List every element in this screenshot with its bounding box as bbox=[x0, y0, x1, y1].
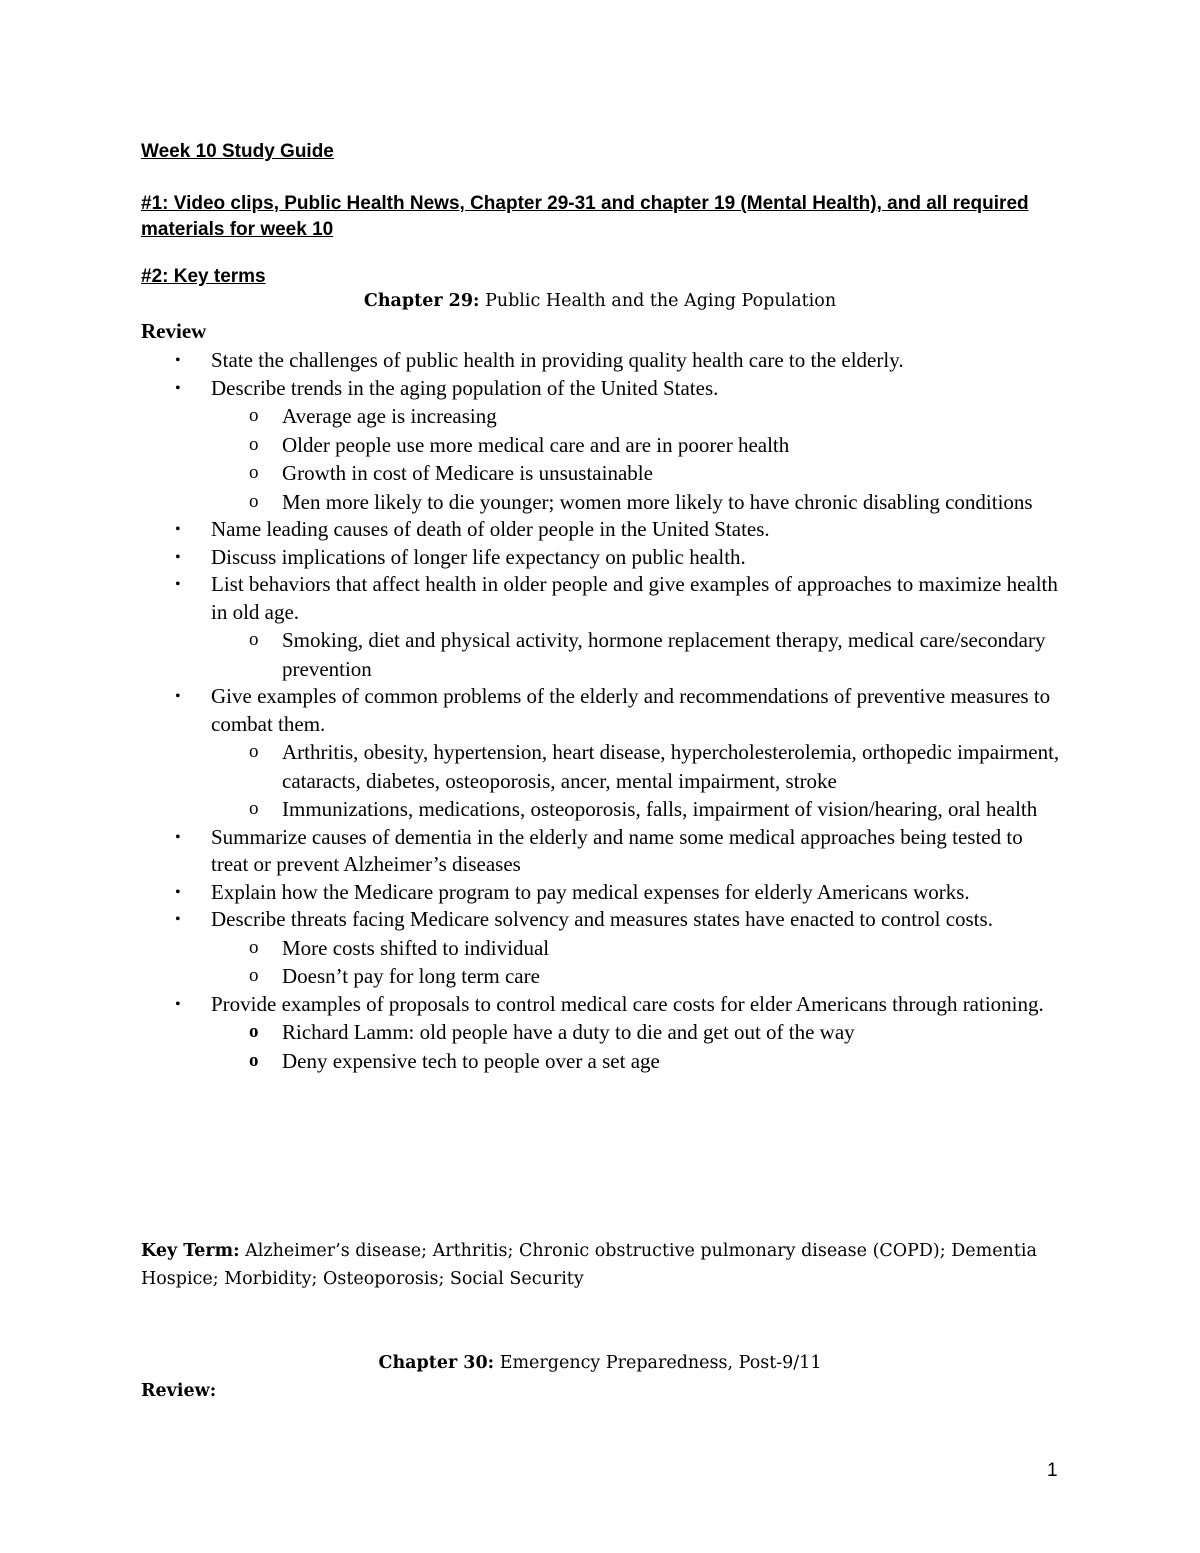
sub-item-text: Arthritis, obesity, hypertension, heart disease, hypercholesterolemia, orthopedic impairment, cataracts, diabetes, osteoporosis, ancer, mental impairment, stroke bbox=[282, 740, 1060, 793]
sub-marker: o bbox=[249, 1021, 259, 1042]
sub-list-item bbox=[141, 488, 1061, 517]
chapter-29-heading bbox=[0, 291, 1200, 311]
document-title: Week 10 Study Guide bbox=[141, 141, 334, 162]
sub-list-item bbox=[141, 738, 1061, 795]
sub-marker: o bbox=[249, 798, 259, 819]
bullet-marker: • bbox=[175, 379, 181, 397]
review-item-text: Describe threats facing Medicare solvency and measures states have enacted to control costs. bbox=[211, 907, 993, 931]
key-term-paragraph bbox=[141, 1237, 1071, 1293]
sub-marker: o bbox=[249, 405, 259, 426]
sub-marker: o bbox=[249, 1049, 259, 1071]
sub-item-text: Smoking, diet and physical activity, hormone replacement therapy, medical care/secondary prevention bbox=[282, 628, 1046, 681]
sub-marker: o bbox=[249, 490, 259, 512]
chapter-30-title: Emergency Preparedness, Post-9/11 bbox=[499, 1353, 822, 1373]
review-bullet-item bbox=[141, 906, 1061, 991]
sub-list-item bbox=[141, 795, 1061, 824]
sub-list-item bbox=[141, 459, 1061, 488]
bullet-marker: • bbox=[175, 521, 181, 538]
bullet-marker: • bbox=[175, 995, 181, 1013]
bullet-marker: • bbox=[175, 911, 181, 928]
sub-marker: o bbox=[249, 433, 259, 455]
sub-item-text: Growth in cost of Medicare is unsustainable bbox=[282, 461, 653, 485]
page-number: 1 bbox=[1047, 1460, 1058, 1481]
sub-marker: o bbox=[249, 629, 259, 650]
sub-list-item bbox=[141, 1018, 1061, 1047]
sub-list bbox=[211, 626, 1061, 683]
review-bullet-item bbox=[141, 683, 1061, 824]
bullet-marker: • bbox=[175, 548, 181, 566]
bullet-marker: • bbox=[175, 883, 181, 901]
review-bullet-item bbox=[141, 544, 1061, 572]
review-label-2: Review: bbox=[141, 1381, 217, 1401]
sub-item-text: More costs shifted to individual bbox=[282, 935, 550, 960]
sub-item-text: Doesn’t pay for long term care bbox=[282, 964, 540, 988]
sub-list-item bbox=[141, 431, 1061, 460]
review-item-text: Provide examples of proposals to control medical care costs for elder Americans through rationing. bbox=[211, 991, 1044, 1016]
key-term-label: Key Term: bbox=[141, 1241, 240, 1261]
sub-list-item bbox=[141, 1047, 1061, 1076]
bullet-marker: • bbox=[175, 688, 181, 705]
review-bullet-item bbox=[141, 347, 1061, 375]
chapter-29-title: Public Health and the Aging Population bbox=[485, 291, 837, 311]
review-item-text: Name leading causes of death of older people in the United States. bbox=[211, 517, 770, 541]
review-bullet-item bbox=[141, 991, 1061, 1076]
review-item-text: List behaviors that affect health in older people and give examples of approaches to maximize health in old age. bbox=[211, 572, 1058, 624]
bullet-marker: • bbox=[175, 828, 181, 846]
sub-marker: o bbox=[249, 965, 259, 986]
bullet-marker: • bbox=[175, 576, 181, 593]
sub-item-text: Immunizations, medications, osteoporosis, falls, impairment of vision/hearing, oral health bbox=[282, 797, 1038, 821]
review-item-text: State the challenges of public health in providing quality health care to the elderly. bbox=[211, 348, 904, 372]
review-bullet-item bbox=[141, 375, 1061, 517]
review-bullet-item bbox=[141, 516, 1061, 544]
bullet-marker: • bbox=[175, 352, 181, 369]
sub-marker: o bbox=[249, 462, 259, 483]
review-item-text: Discuss implications of longer life expectancy on public health. bbox=[211, 544, 746, 569]
sub-list bbox=[211, 934, 1061, 991]
sub-list-item bbox=[141, 934, 1061, 963]
sub-list bbox=[211, 738, 1061, 824]
review-label: Review bbox=[141, 319, 207, 343]
chapter-29-label: Chapter 29: bbox=[363, 291, 480, 311]
chapter-30-heading bbox=[0, 1353, 1200, 1373]
key-term-text: Alzheimer’s disease; Arthritis; Chronic obstructive pulmonary disease (COPD); Dementia Hospice; Morbidity; Osteoporosis; Social Security bbox=[141, 1241, 1037, 1289]
review-item-text: Summarize causes of dementia in the elderly and name some medical approaches being tested to treat or prevent Alzheimer’s diseases bbox=[211, 824, 1023, 876]
review-bullet-item bbox=[141, 879, 1061, 907]
review-item-text: Give examples of common problems of the elderly and recommendations of preventive measures to combat them. bbox=[211, 684, 1051, 736]
sub-item-text: Richard Lamm: old people have a duty to die and get out of the way bbox=[282, 1020, 855, 1044]
section-2-heading: #2: Key terms bbox=[141, 266, 266, 287]
review-item-text: Describe trends in the aging population of the United States. bbox=[211, 375, 719, 400]
review-list bbox=[141, 347, 1061, 1075]
sub-item-text: Average age is increasing bbox=[282, 404, 497, 428]
sub-item-text: Deny expensive tech to people over a set age bbox=[282, 1048, 660, 1073]
section-1-heading: #1: Video clips, Public Health News, Chapter 29-31 and chapter 19 (Mental Health), and all required materials for week 10 bbox=[141, 193, 1029, 240]
chapter-30-label: Chapter 30: bbox=[378, 1353, 495, 1373]
sub-list bbox=[211, 402, 1061, 516]
sub-list-item bbox=[141, 626, 1061, 683]
review-item-text: Explain how the Medicare program to pay medical expenses for elderly Americans works. bbox=[211, 879, 970, 904]
sub-item-text: Men more likely to die younger; women more likely to have chronic disabling conditions bbox=[282, 489, 1033, 514]
sub-item-text: Older people use more medical care and are in poorer health bbox=[282, 432, 790, 457]
sub-marker: o bbox=[249, 741, 259, 762]
review-bullet-item bbox=[141, 824, 1061, 879]
sub-marker: o bbox=[249, 936, 259, 958]
sub-list bbox=[211, 1018, 1061, 1075]
sub-list-item bbox=[141, 962, 1061, 991]
review-bullet-item bbox=[141, 571, 1061, 683]
sub-list-item bbox=[141, 402, 1061, 431]
